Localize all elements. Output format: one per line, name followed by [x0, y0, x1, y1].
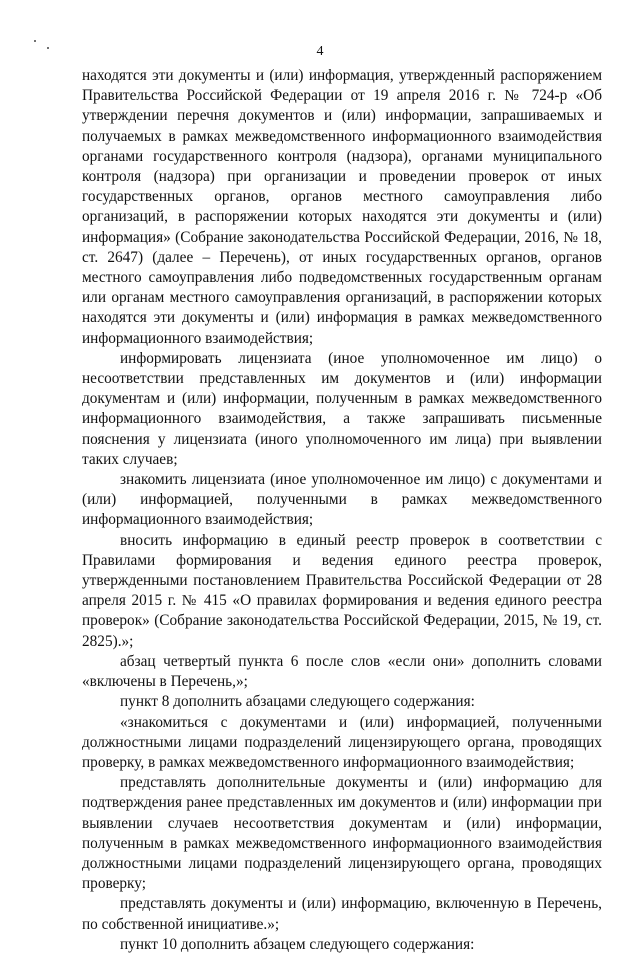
paragraph: информировать лицензиата (иное уполномоченное им лицо) о несоответствии представленных им документов и (или) информации документам и (или) информации, полученным в рамках межведомственного информационного взаимодействия, а также запрашивать письменные пояснения у лицензиата (иного уполномоченного им лица) при выявлении таких случаев;	[82, 349, 602, 468]
paragraph: абзац четвертый пункта 6 после слов «если они» дополнить словами «включены в Перечень,»;	[82, 652, 602, 691]
paragraph: пункт 10 дополнить абзацем следующего содержания:	[120, 935, 475, 953]
paragraph: «знакомиться с документами и (или) информацией, полученными должностными лицами подразделений лицензирующего органа, проводящих проверку, в рамках межведомственного информационного взаимодействия;	[82, 713, 602, 771]
scan-artifact	[34, 40, 36, 42]
paragraph: знакомить лицензиата (иное уполномоченное им лицо) с документами и (или) информацией, полученными в рамках межведомственного информационного взаимодействия;	[82, 471, 602, 529]
document-body	[82, 66, 602, 955]
paragraph: вносить информацию в единый реестр проверок в соответствии с Правилами формирования и ведения единого реестра проверок, утвержденными постановлением Правительства Российской Федерации от 28 апреля 2015 г. № 415 «О правилах формирования и ведения единого реестра проверок» (Собрание законодательства Российской Федерации, 2015, № 19, ст. 2825).»;	[82, 531, 602, 650]
paragraph: пункт 8 дополнить абзацами следующего содержания:	[120, 693, 475, 711]
paragraph: представлять дополнительные документы и (или) информацию для подтверждения ранее представленных им документов и (или) информации при выявлении случаев несоответствия документам и (или) информации, полученным в рамках межведомственного информационного взаимодействия должностными лицами подразделений лицензирующего органа, проводящих проверку;	[82, 774, 602, 893]
paragraph: представлять документы и (или) информацию, включенную в Перечень, по собственной инициативе.»;	[82, 895, 602, 933]
page-number: 4	[316, 44, 324, 59]
paragraph: находятся эти документы и (или) информация, утвержденный распоряжением Правительства Российской Федерации от 19 апреля 2016 г. № 724-р «Об утверждении перечня документов и (или) информации, запрашиваемых и получаемых в рамках межведомственного информационного взаимодействия органами государственного контроля (надзора), органами муниципального контроля (надзора) при организации и проведении проверок от иных государственных органов, органов местного самоуправления либо организаций, в распоряжении которых находятся эти документы и (или) информация» (Собрание законодательства Российской Федерации, 2016, № 18, ст. 2647) (далее – Перечень), от иных государственных органов, органов местного самоуправления либо подведомственных государственным органам или органам местного самоуправления организаций, в распоряжении которых находятся эти документы и (или) информация в рамках межведомственного информационного взаимодействия;	[82, 67, 602, 347]
